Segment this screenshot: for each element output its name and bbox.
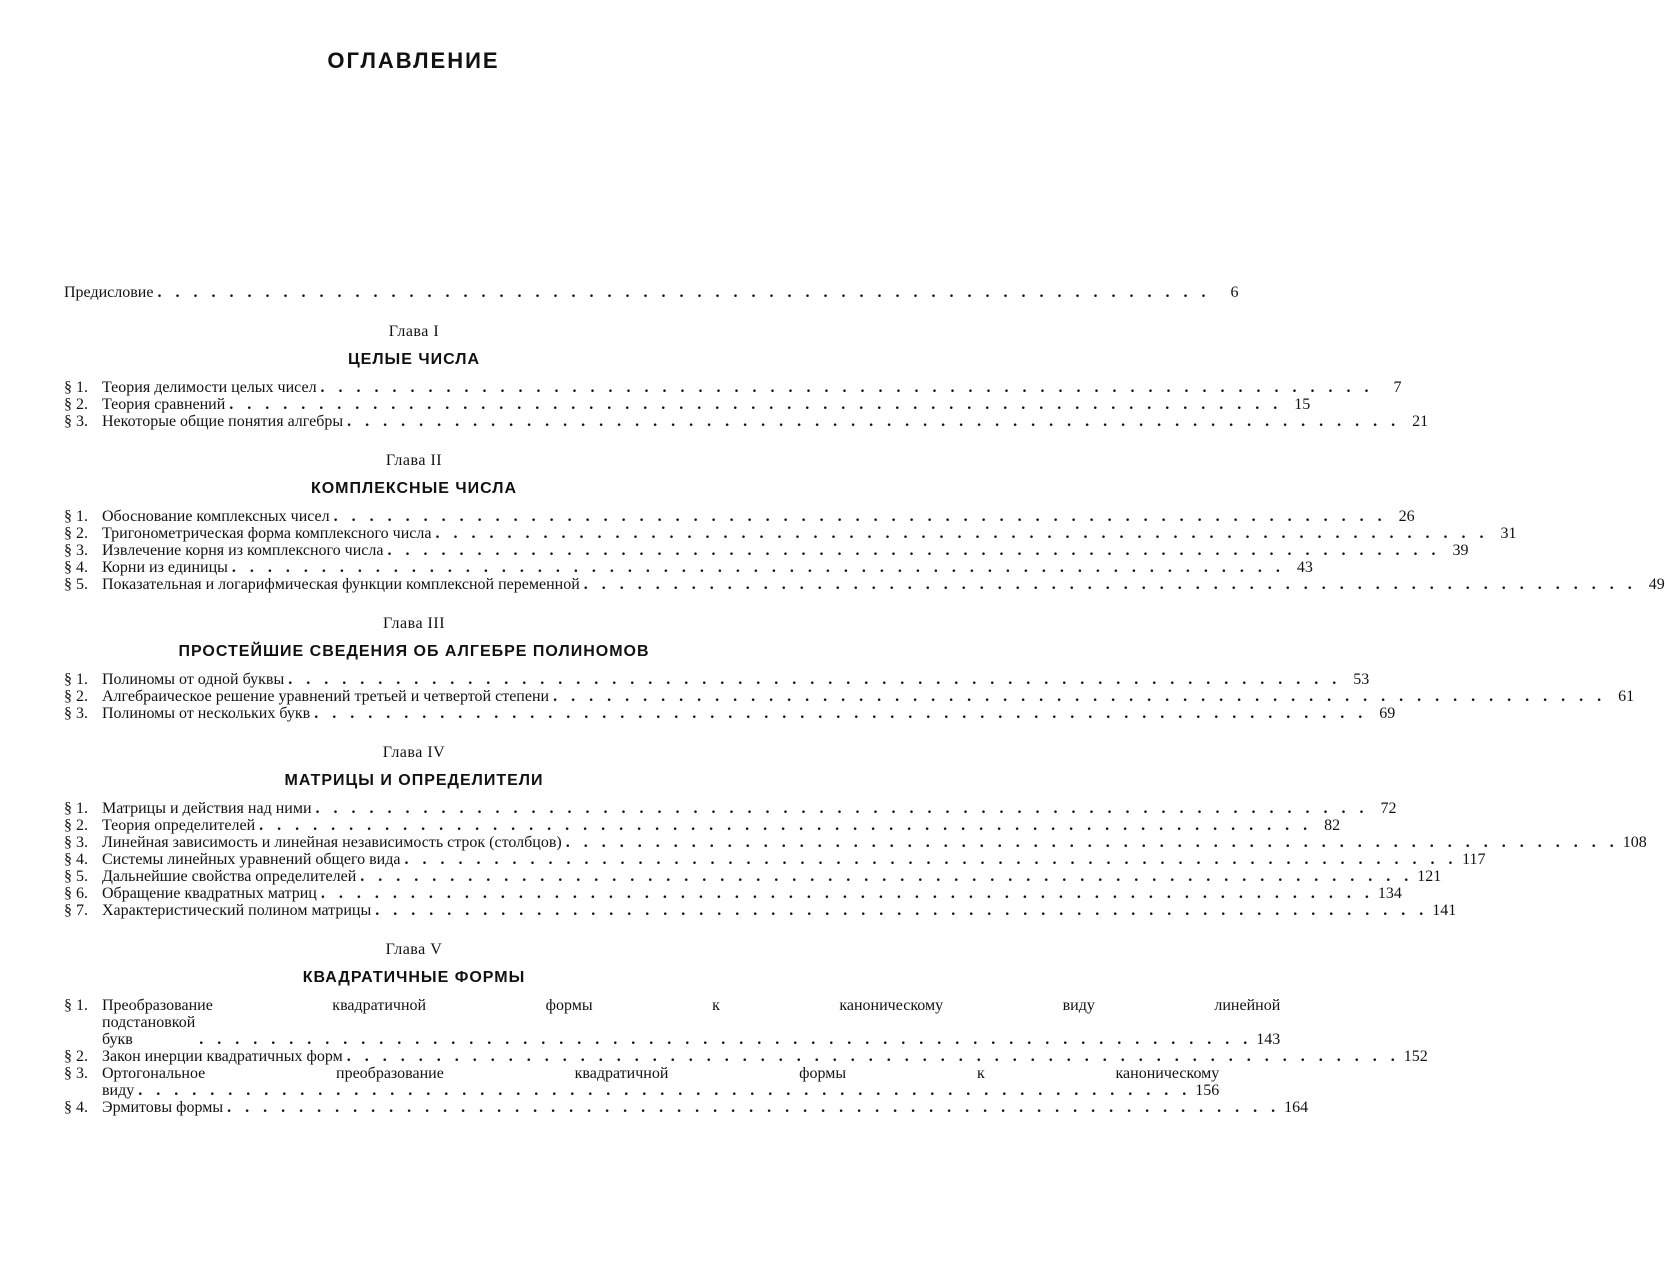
page-number: 82 <box>1324 817 1341 834</box>
page-number: 164 <box>1284 1099 1309 1116</box>
section-number: 3. <box>76 1065 88 1082</box>
page-title: ОГЛАВЛЕНИЕ <box>327 48 500 73</box>
page-number: 72 <box>1380 800 1397 817</box>
entry-title: Корни из единицы <box>102 559 228 576</box>
chapter-label: Глава IV <box>382 744 446 761</box>
section-sign: § <box>64 671 72 688</box>
section-sign: § <box>64 997 72 1014</box>
section-sign: § <box>64 902 72 919</box>
section-number: 7. <box>76 902 88 919</box>
page-number: 39 <box>1452 542 1469 559</box>
section-sign: § <box>64 542 72 559</box>
section-number: 4. <box>76 559 88 576</box>
section-number: 1. <box>76 997 88 1014</box>
section-number: 4. <box>76 851 88 868</box>
entry-title: Ортогональное преобразование квадратичной формы к каноническому <box>102 1065 1220 1082</box>
section-number: 3. <box>76 705 88 722</box>
toc-entry[interactable] <box>64 868 1442 885</box>
section-sign: § <box>64 576 72 593</box>
section-number: 2. <box>76 396 88 413</box>
entry-title: Линейная зависимость и линейная независимость строк (столбцов) <box>102 834 562 851</box>
section-number: 5. <box>76 576 88 593</box>
page-number: 143 <box>1256 1031 1281 1048</box>
dot-leader: . . . . . . . . . . . . . . . . . . . . . . . . . . . . . . . . . . . . . . . . . . . . . . . . . . . . . . . . . . . <box>259 817 1313 834</box>
page-number: 49 <box>1648 576 1665 593</box>
entry-body <box>102 1065 1219 1099</box>
dot-leader: . . . . . . . . . . . . . . . . . . . . . . . . . . . . . . . . . . . . . . . . . . . . . . . . . . . . . . . . . . . <box>314 705 1368 722</box>
toc-entry[interactable] <box>64 1065 1220 1099</box>
section-sign: § <box>64 1065 72 1082</box>
toc-entry[interactable] <box>64 413 1429 430</box>
section-number: 4. <box>76 1099 88 1116</box>
dot-leader: . . . . . . . . . . . . . . . . . . . . . . . . . . . . . . . . . . . . . . . . . . . . . . . . . . . . . . . . . . . <box>157 284 1211 301</box>
section-number: 2. <box>76 817 88 834</box>
section-number: 3. <box>76 834 88 851</box>
dot-leader: . . . . . . . . . . . . . . . . . . . . . . . . . . . . . . . . . . . . . . . . . . . . . . . . . . . . . . . . . . . <box>565 834 1619 851</box>
page-number: 152 <box>1403 1048 1428 1065</box>
entry-continuation <box>102 1082 1219 1099</box>
section-sign: § <box>64 525 72 542</box>
dot-leader: . . . . . . . . . . . . . . . . . . . . . . . . . . . . . . . . . . . . . . . . . . . . . . . . . . . . . . . . . . . <box>229 396 1283 413</box>
page-number: 141 <box>1432 902 1457 919</box>
dot-leader: . . . . . . . . . . . . . . . . . . . . . . . . . . . . . . . . . . . . . . . . . . . . . . . . . . . . . . . . . . . <box>320 379 1374 396</box>
section-sign: § <box>64 817 72 834</box>
section-number: 2. <box>76 525 88 542</box>
section-number: 1. <box>76 800 88 817</box>
toc-entry[interactable] <box>64 834 1647 851</box>
toc-entry[interactable] <box>64 542 1469 559</box>
entry-title: Показательная и логарифмическая функции комплексной переменной <box>102 576 580 593</box>
entry-title-cont: виду <box>102 1082 135 1099</box>
chapter-title: КОМПЛЕКСНЫЕ ЧИСЛА <box>310 480 518 497</box>
dot-leader: . . . . . . . . . . . . . . . . . . . . . . . . . . . . . . . . . . . . . . . . . . . . . . . . . . . . . . . . . . . <box>315 800 1369 817</box>
dot-leader: . . . . . . . . . . . . . . . . . . . . . . . . . . . . . . . . . . . . . . . . . . . . . . . . . . . . . . . . . . . <box>346 1048 1400 1065</box>
entry-continuation <box>102 1014 1280 1048</box>
entry-title: Обоснование комплексных чисел <box>102 508 330 525</box>
toc-entry[interactable] <box>64 800 1397 817</box>
entry-title-cont: подстановкой букв <box>102 1014 196 1048</box>
page-number: 108 <box>1622 834 1647 851</box>
toc-entry[interactable] <box>64 379 1402 396</box>
entry-body <box>102 997 1280 1048</box>
entry-title: Тригонометрическая форма комплексного числа <box>102 525 432 542</box>
section-sign: § <box>64 379 72 396</box>
dot-leader: . . . . . . . . . . . . . . . . . . . . . . . . . . . . . . . . . . . . . . . . . . . . . . . . . . . . . . . . . . . <box>320 885 1374 902</box>
page-number: 117 <box>1462 851 1486 868</box>
page-number: 69 <box>1379 705 1396 722</box>
chapter-title: ЦЕЛЫЕ ЧИСЛА <box>347 351 481 368</box>
entry-title: Закон инерции квадратичных форм <box>102 1048 343 1065</box>
toc-entry[interactable] <box>64 902 1457 919</box>
chapter-label: Глава V <box>385 941 443 958</box>
section-number: 2. <box>76 688 88 705</box>
table-of-contents <box>64 284 1665 1116</box>
entry-title: Полиномы от одной буквы <box>102 671 285 688</box>
section-sign: § <box>64 559 72 576</box>
section-number: 3. <box>76 413 88 430</box>
chapter-title: ПРОСТЕЙШИЕ СВЕДЕНИЯ ОБ АЛГЕБРЕ ПОЛИНОМОВ <box>178 643 650 660</box>
toc-entry[interactable] <box>64 705 1396 722</box>
dot-leader: . . . . . . . . . . . . . . . . . . . . . . . . . . . . . . . . . . . . . . . . . . . . . . . . . . . . . . . . . . . <box>435 525 1489 542</box>
toc-entry[interactable] <box>64 817 1341 834</box>
toc-entry-preface[interactable] <box>64 284 1239 301</box>
dot-leader: . . . . . . . . . . . . . . . . . . . . . . . . . . . . . . . . . . . . . . . . . . . . . . . . . . . . . . . . . . . <box>199 1031 1253 1048</box>
section-sign: § <box>64 885 72 902</box>
page-number: 31 <box>1500 525 1517 542</box>
chapter-label: Глава III <box>382 615 446 632</box>
section-sign: § <box>64 688 72 705</box>
page-number: 21 <box>1412 413 1429 430</box>
chapters-container <box>64 323 1665 1116</box>
entry-title: Полиномы от нескольких букв <box>102 705 311 722</box>
toc-entry[interactable] <box>64 885 1402 902</box>
page-number: 156 <box>1195 1082 1220 1099</box>
entry-title: Теория сравнений <box>102 396 226 413</box>
dot-leader: . . . . . . . . . . . . . . . . . . . . . . . . . . . . . . . . . . . . . . . . . . . . . . . . . . . . . . . . . . . <box>360 868 1414 885</box>
entry-title: Системы линейных уравнений общего вида <box>102 851 401 868</box>
chapter-title: КВАДРАТИЧНЫЕ ФОРМЫ <box>302 969 526 986</box>
dot-leader: . . . . . . . . . . . . . . . . . . . . . . . . . . . . . . . . . . . . . . . . . . . . . . . . . . . . . . . . . . . <box>227 1099 1281 1116</box>
section-sign: § <box>64 705 72 722</box>
section-sign: § <box>64 868 72 885</box>
dot-leader: . . . . . . . . . . . . . . . . . . . . . . . . . . . . . . . . . . . . . . . . . . . . . . . . . . . . . . . . . . . <box>231 559 1285 576</box>
dot-leader: . . . . . . . . . . . . . . . . . . . . . . . . . . . . . . . . . . . . . . . . . . . . . . . . . . . . . . . . . . . <box>387 542 1441 559</box>
section-number: 1. <box>76 379 88 396</box>
section-sign: § <box>64 834 72 851</box>
section-number: 1. <box>76 508 88 525</box>
section-sign: § <box>64 413 72 430</box>
toc-entry[interactable] <box>64 525 1517 542</box>
page-number: 61 <box>1618 688 1635 705</box>
dot-leader: . . . . . . . . . . . . . . . . . . . . . . . . . . . . . . . . . . . . . . . . . . . . . . . . . . . . . . . . . . . <box>583 576 1637 593</box>
dot-leader: . . . . . . . . . . . . . . . . . . . . . . . . . . . . . . . . . . . . . . . . . . . . . . . . . . . . . . . . . . . <box>138 1082 1192 1099</box>
section-number: 2. <box>76 1048 88 1065</box>
entry-title: Теория определителей <box>102 817 256 834</box>
entry-title: Эрмитовы формы <box>102 1099 224 1116</box>
page-number: 7 <box>1393 379 1402 396</box>
page-number: 15 <box>1294 396 1311 413</box>
chapter-title: МАТРИЦЫ И ОПРЕДЕЛИТЕЛИ <box>284 772 544 789</box>
dot-leader: . . . . . . . . . . . . . . . . . . . . . . . . . . . . . . . . . . . . . . . . . . . . . . . . . . . . . . . . . . . <box>333 508 1387 525</box>
page-number: 53 <box>1353 671 1370 688</box>
dot-leader: . . . . . . . . . . . . . . . . . . . . . . . . . . . . . . . . . . . . . . . . . . . . . . . . . . . . . . . . . . . <box>288 671 1342 688</box>
chapter-label: Глава I <box>388 323 440 340</box>
dot-leader: . . . . . . . . . . . . . . . . . . . . . . . . . . . . . . . . . . . . . . . . . . . . . . . . . . . . . . . . . . . <box>347 413 1401 430</box>
section-sign: § <box>64 1099 72 1116</box>
section-number: 6. <box>76 885 88 902</box>
page-number: 43 <box>1296 559 1313 576</box>
section-sign: § <box>64 396 72 413</box>
entry-title: Алгебраическое решение уравнений третьей и четвертой степени <box>102 688 550 705</box>
entry-title: Обращение квадратных матриц <box>102 885 317 902</box>
preface-label: Предисловие <box>64 284 154 301</box>
toc-entry[interactable] <box>64 688 1635 705</box>
section-number: 5. <box>76 868 88 885</box>
toc-entry[interactable] <box>64 1048 1428 1065</box>
chapter-label: Глава II <box>385 452 443 469</box>
entry-title: Теория делимости целых чисел <box>102 379 317 396</box>
section-number: 3. <box>76 542 88 559</box>
toc-entry[interactable] <box>64 671 1370 688</box>
toc-entry[interactable] <box>64 851 1486 868</box>
page-number: 26 <box>1398 508 1415 525</box>
entry-title: Матрицы и действия над ними <box>102 800 312 817</box>
page-number: 121 <box>1417 868 1442 885</box>
toc-entry[interactable] <box>64 997 1281 1048</box>
section-sign: § <box>64 851 72 868</box>
dot-leader: . . . . . . . . . . . . . . . . . . . . . . . . . . . . . . . . . . . . . . . . . . . . . . . . . . . . . . . . . . . <box>404 851 1458 868</box>
toc-entry[interactable] <box>64 396 1311 413</box>
section-sign: § <box>64 508 72 525</box>
entry-title: Дальнейшие свойства определителей <box>102 868 357 885</box>
toc-entry[interactable] <box>64 508 1415 525</box>
entry-title: Некоторые общие понятия алгебры <box>102 413 344 430</box>
page-number: 134 <box>1377 885 1402 902</box>
page-number: 6 <box>1230 284 1239 301</box>
toc-entry[interactable] <box>64 1099 1309 1116</box>
toc-entry[interactable] <box>64 559 1313 576</box>
section-sign: § <box>64 1048 72 1065</box>
section-number: 1. <box>76 671 88 688</box>
entry-title: Характеристический полином матрицы <box>102 902 372 919</box>
entry-title: Преобразование квадратичной формы к каноническому виду линейной <box>102 997 1281 1014</box>
entry-title: Извлечение корня из комплексного числа <box>102 542 384 559</box>
dot-leader: . . . . . . . . . . . . . . . . . . . . . . . . . . . . . . . . . . . . . . . . . . . . . . . . . . . . . . . . . . . <box>553 688 1607 705</box>
toc-entry[interactable] <box>64 576 1665 593</box>
dot-leader: . . . . . . . . . . . . . . . . . . . . . . . . . . . . . . . . . . . . . . . . . . . . . . . . . . . . . . . . . . . <box>375 902 1429 919</box>
section-sign: § <box>64 800 72 817</box>
